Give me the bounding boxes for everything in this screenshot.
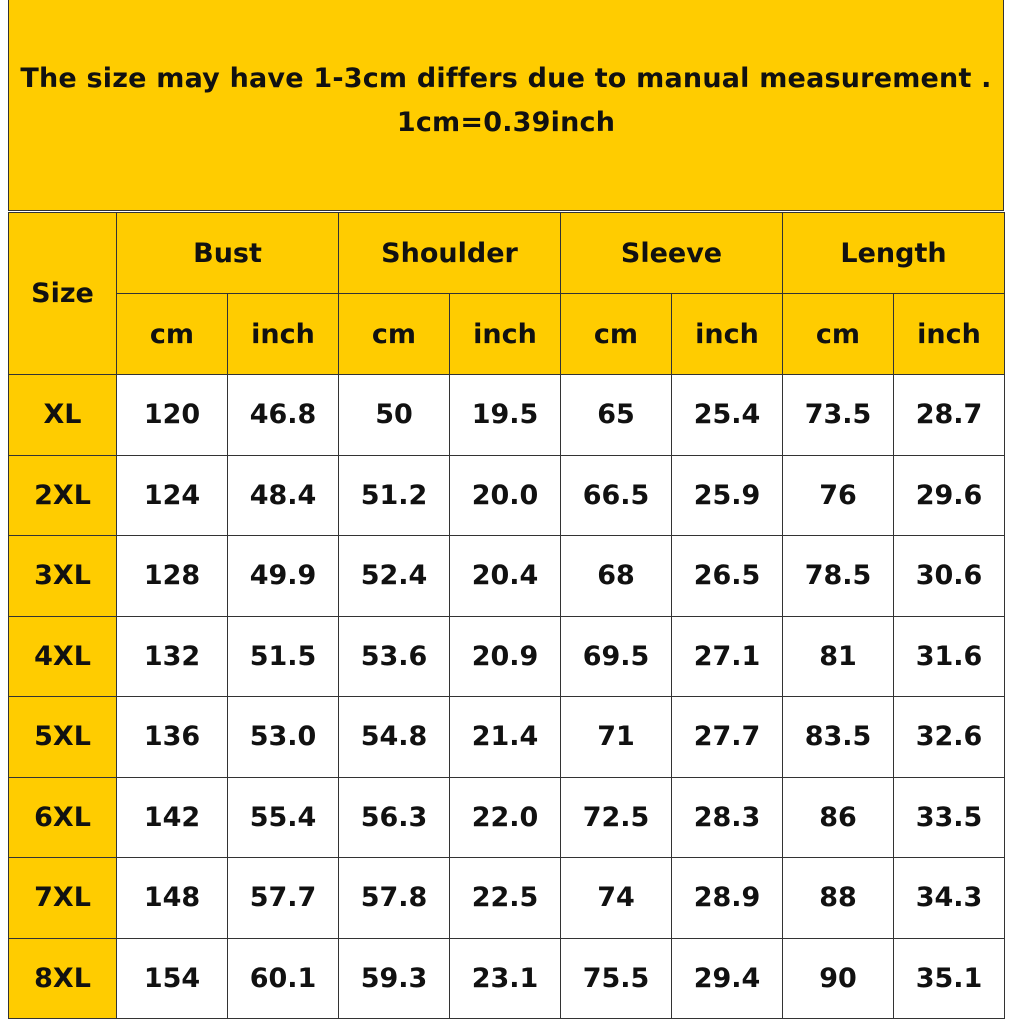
measurement-cell: 19.5 — [450, 375, 561, 456]
measurement-cell: 142 — [117, 777, 228, 858]
measurement-cell: 22.0 — [450, 777, 561, 858]
measurement-cell: 49.9 — [228, 536, 339, 617]
measurement-cell: 31.6 — [894, 616, 1005, 697]
unit-header-row — [9, 294, 1005, 375]
unit-header: cm — [561, 294, 672, 375]
measurement-cell: 68 — [561, 536, 672, 617]
measurement-cell: 27.1 — [672, 616, 783, 697]
measurement-cell: 65 — [561, 375, 672, 456]
measurement-cell: 22.5 — [450, 858, 561, 939]
measurement-cell: 57.8 — [339, 858, 450, 939]
unit-header: inch — [894, 294, 1005, 375]
measurement-cell: 20.4 — [450, 536, 561, 617]
table-row — [9, 938, 1005, 1019]
measurement-cell: 154 — [117, 938, 228, 1019]
size-label-cell: XL — [9, 375, 117, 456]
measurement-cell: 86 — [783, 777, 894, 858]
measurement-cell: 132 — [117, 616, 228, 697]
measurement-cell: 55.4 — [228, 777, 339, 858]
size-label-cell: 8XL — [9, 938, 117, 1019]
measurement-cell: 60.1 — [228, 938, 339, 1019]
unit-header: inch — [450, 294, 561, 375]
measurement-cell: 32.6 — [894, 697, 1005, 778]
group-header-sleeve: Sleeve — [561, 213, 783, 294]
measurement-cell: 25.9 — [672, 455, 783, 536]
measurement-cell: 53.0 — [228, 697, 339, 778]
size-column-header: Size — [9, 213, 117, 375]
unit-header: cm — [783, 294, 894, 375]
measurement-cell: 23.1 — [450, 938, 561, 1019]
size-table-body — [9, 375, 1005, 1019]
unit-header: inch — [228, 294, 339, 375]
size-label-cell: 2XL — [9, 455, 117, 536]
table-row — [9, 616, 1005, 697]
size-note-line-1: The size may have 1-3cm differs due to manual measurement . — [20, 63, 992, 94]
table-row — [9, 455, 1005, 536]
measurement-cell: 72.5 — [561, 777, 672, 858]
size-label-cell: 7XL — [9, 858, 117, 939]
measurement-cell: 54.8 — [339, 697, 450, 778]
measurement-cell: 75.5 — [561, 938, 672, 1019]
measurement-cell: 88 — [783, 858, 894, 939]
measurement-cell: 27.7 — [672, 697, 783, 778]
measurement-cell: 28.9 — [672, 858, 783, 939]
group-header-bust: Bust — [117, 213, 339, 294]
group-header-row — [9, 213, 1005, 294]
size-note-line-2: 1cm=0.39inch — [396, 107, 616, 138]
measurement-cell: 51.2 — [339, 455, 450, 536]
table-row — [9, 375, 1005, 456]
size-note-banner — [8, 0, 1004, 211]
measurement-cell: 52.4 — [339, 536, 450, 617]
size-label-cell: 5XL — [9, 697, 117, 778]
measurement-cell: 35.1 — [894, 938, 1005, 1019]
measurement-cell: 50 — [339, 375, 450, 456]
measurement-cell: 73.5 — [783, 375, 894, 456]
group-header-shoulder: Shoulder — [339, 213, 561, 294]
unit-header: cm — [339, 294, 450, 375]
measurement-cell: 26.5 — [672, 536, 783, 617]
measurement-cell: 29.4 — [672, 938, 783, 1019]
measurement-cell: 56.3 — [339, 777, 450, 858]
measurement-cell: 124 — [117, 455, 228, 536]
measurement-cell: 136 — [117, 697, 228, 778]
table-row — [9, 858, 1005, 939]
measurement-cell: 46.8 — [228, 375, 339, 456]
measurement-cell: 76 — [783, 455, 894, 536]
group-header-length: Length — [783, 213, 1005, 294]
measurement-cell: 71 — [561, 697, 672, 778]
measurement-cell: 83.5 — [783, 697, 894, 778]
measurement-cell: 33.5 — [894, 777, 1005, 858]
measurement-cell: 120 — [117, 375, 228, 456]
measurement-cell: 90 — [783, 938, 894, 1019]
measurement-cell: 53.6 — [339, 616, 450, 697]
measurement-cell: 78.5 — [783, 536, 894, 617]
measurement-cell: 66.5 — [561, 455, 672, 536]
size-chart-table — [8, 212, 1005, 1019]
measurement-cell: 128 — [117, 536, 228, 617]
table-row — [9, 777, 1005, 858]
measurement-cell: 148 — [117, 858, 228, 939]
table-row — [9, 536, 1005, 617]
measurement-cell: 28.3 — [672, 777, 783, 858]
measurement-cell: 81 — [783, 616, 894, 697]
measurement-cell: 29.6 — [894, 455, 1005, 536]
measurement-cell: 74 — [561, 858, 672, 939]
size-label-cell: 3XL — [9, 536, 117, 617]
measurement-cell: 20.0 — [450, 455, 561, 536]
measurement-cell: 34.3 — [894, 858, 1005, 939]
measurement-cell: 21.4 — [450, 697, 561, 778]
measurement-cell: 48.4 — [228, 455, 339, 536]
measurement-cell: 25.4 — [672, 375, 783, 456]
unit-header: inch — [672, 294, 783, 375]
measurement-cell: 30.6 — [894, 536, 1005, 617]
measurement-cell: 51.5 — [228, 616, 339, 697]
table-row — [9, 697, 1005, 778]
measurement-cell: 59.3 — [339, 938, 450, 1019]
measurement-cell: 28.7 — [894, 375, 1005, 456]
unit-header: cm — [117, 294, 228, 375]
size-label-cell: 4XL — [9, 616, 117, 697]
measurement-cell: 20.9 — [450, 616, 561, 697]
measurement-cell: 69.5 — [561, 616, 672, 697]
size-label-cell: 6XL — [9, 777, 117, 858]
measurement-cell: 57.7 — [228, 858, 339, 939]
